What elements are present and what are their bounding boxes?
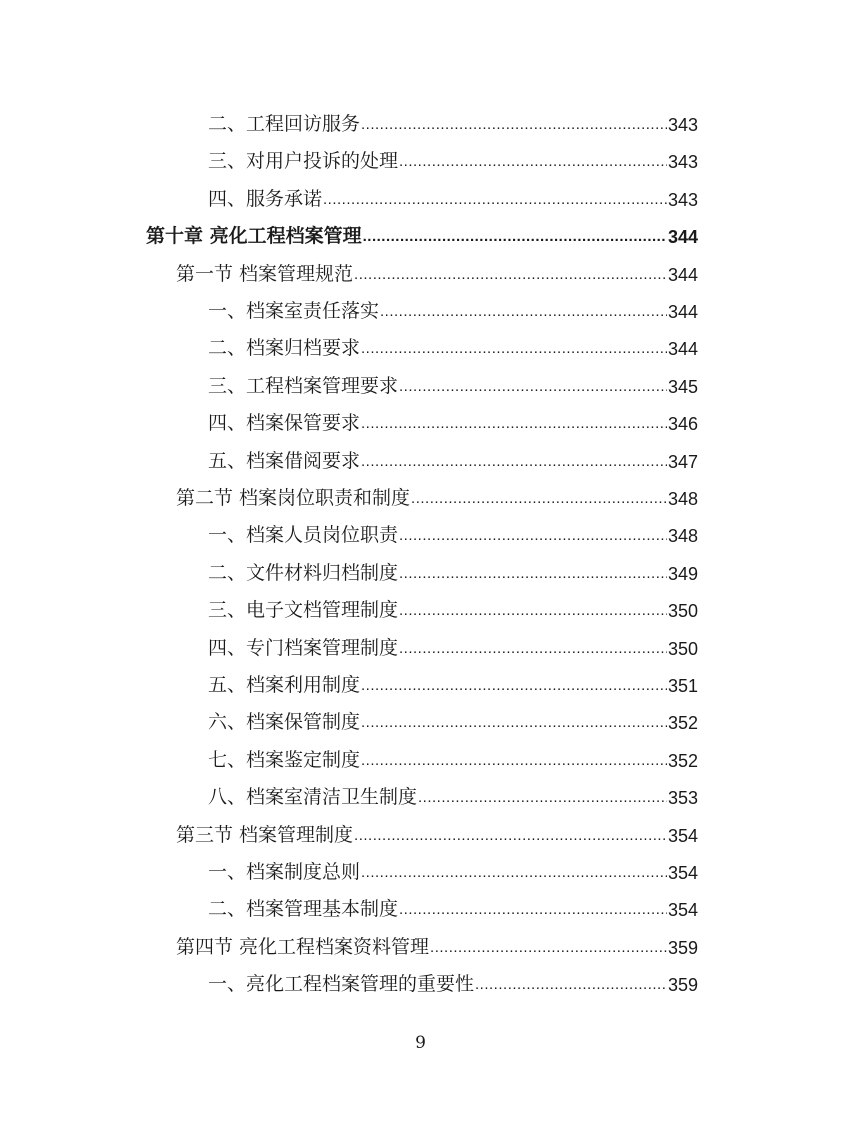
toc-entry-page: 353 xyxy=(667,788,698,809)
toc-leader-dots xyxy=(399,641,667,660)
toc-entry-label: 六、档案保管制度 xyxy=(208,711,361,734)
page-number: 9 xyxy=(415,1033,426,1053)
toc-entry-page: 354 xyxy=(667,825,698,846)
toc-entry-page: 344 xyxy=(667,227,698,248)
toc-entry-label: 二、文件材料归档制度 xyxy=(208,561,399,584)
toc-entry-label: 五、档案借阅要求 xyxy=(208,449,361,472)
toc-entry-page: 347 xyxy=(667,451,698,472)
toc-leader-dots xyxy=(399,566,667,585)
toc-leader-dots xyxy=(323,192,667,211)
toc-entry-label: 第三节 档案管理制度 xyxy=(176,823,354,846)
toc-entry-section[interactable] xyxy=(176,813,698,847)
toc-leader-dots xyxy=(475,977,667,996)
toc-entry-label: 第十章 亮化工程档案管理 xyxy=(146,225,362,248)
toc-leader-dots xyxy=(361,341,667,360)
toc-entry-label: 一、档案人员岗位职责 xyxy=(208,524,399,547)
toc-entry-page: 343 xyxy=(667,189,698,210)
toc-leader-dots xyxy=(363,229,667,248)
toc-leader-dots xyxy=(361,117,667,136)
toc-entry-section[interactable] xyxy=(176,252,698,286)
toc-leader-dots xyxy=(354,828,667,847)
toc-entry-item[interactable] xyxy=(208,738,698,772)
toc-entry-label: 一、档案室责任落实 xyxy=(208,300,380,322)
toc-entry-item[interactable] xyxy=(208,177,698,211)
toc-leader-dots xyxy=(361,865,667,884)
toc-entry-label: 第一节 档案管理规范 xyxy=(176,262,354,285)
toc-entry-item[interactable] xyxy=(208,326,698,360)
toc-entry-item[interactable] xyxy=(208,887,698,921)
toc-entry-label: 第二节 档案岗位职责和制度 xyxy=(176,487,411,509)
toc-entry-page: 348 xyxy=(667,489,698,509)
toc-entry-label: 七、档案鉴定制度 xyxy=(208,748,361,771)
toc-entry-item[interactable] xyxy=(208,513,698,547)
toc-entry-label: 二、档案归档要求 xyxy=(208,337,361,360)
toc-entry-label: 二、工程回访服务 xyxy=(208,113,361,135)
toc-entry-page: 350 xyxy=(667,601,698,622)
toc-entry-label: 四、档案保管要求 xyxy=(208,412,361,435)
toc-entry-page: 359 xyxy=(667,937,698,958)
toc-leader-dots xyxy=(361,416,667,435)
toc-entry-section[interactable] xyxy=(176,925,698,959)
toc-entry-label: 三、对用户投诉的处理 xyxy=(208,150,399,173)
toc-entry-item[interactable] xyxy=(208,364,698,398)
toc-entry-item[interactable] xyxy=(208,551,698,585)
toc-entry-item[interactable] xyxy=(208,588,698,622)
toc-leader-dots xyxy=(361,678,667,697)
toc-entry-page: 354 xyxy=(667,900,698,921)
toc-entry-page: 344 xyxy=(667,264,698,285)
toc-leader-dots xyxy=(399,379,667,398)
toc-leader-dots xyxy=(399,902,667,921)
toc-entry-item[interactable] xyxy=(208,289,698,323)
toc-entry-item[interactable] xyxy=(208,700,698,734)
toc-entry-label: 二、档案管理基本制度 xyxy=(208,898,399,921)
toc-leader-dots xyxy=(399,528,667,547)
toc-entry-page: 349 xyxy=(667,563,698,584)
toc-entry-item[interactable] xyxy=(208,775,698,809)
toc-entry-chapter[interactable] xyxy=(146,214,698,248)
toc-entry-item[interactable] xyxy=(208,102,698,136)
toc-entry-label: 五、档案利用制度 xyxy=(208,674,361,696)
toc-entry-page: 352 xyxy=(667,713,698,734)
toc-entry-page: 359 xyxy=(667,975,698,996)
toc-leader-dots xyxy=(380,304,667,323)
toc-entry-page: 344 xyxy=(667,339,698,360)
toc-entry-page: 343 xyxy=(667,115,698,135)
toc-entry-label: 四、专门档案管理制度 xyxy=(208,636,399,659)
toc-entry-label: 第四节 亮化工程档案资料管理 xyxy=(176,935,430,958)
toc-entry-section[interactable] xyxy=(176,476,698,510)
toc-entry-label: 四、服务承诺 xyxy=(208,187,323,210)
toc-entry-page: 351 xyxy=(667,676,698,696)
toc-entry-label: 一、亮化工程档案管理的重要性 xyxy=(208,973,475,996)
toc-entry-page: 344 xyxy=(667,302,698,322)
toc-entry-page: 345 xyxy=(667,376,698,397)
toc-leader-dots xyxy=(399,154,667,173)
toc-leader-dots xyxy=(361,454,667,473)
toc-leader-dots xyxy=(361,753,667,772)
toc-entry-item[interactable] xyxy=(208,401,698,435)
toc-leader-dots xyxy=(354,267,667,286)
toc-entry-page: 352 xyxy=(667,750,698,771)
toc-entry-page: 343 xyxy=(667,152,698,173)
toc-entry-page: 346 xyxy=(667,414,698,435)
toc-entry-page: 348 xyxy=(667,526,698,547)
toc-entry-page: 350 xyxy=(667,638,698,659)
toc-leader-dots xyxy=(418,790,667,809)
toc-leader-dots xyxy=(411,491,667,510)
toc-entry-label: 三、工程档案管理要求 xyxy=(208,374,399,397)
toc-entry-item[interactable] xyxy=(208,439,698,473)
toc-leader-dots xyxy=(399,603,667,622)
toc-entry-item[interactable] xyxy=(208,139,698,173)
toc-leader-dots xyxy=(430,940,667,959)
toc-entry-label: 八、档案室清洁卫生制度 xyxy=(208,786,418,809)
toc-entry-label: 三、电子文档管理制度 xyxy=(208,599,399,622)
toc-entry-item[interactable] xyxy=(208,626,698,660)
toc-entry-item[interactable] xyxy=(208,663,698,697)
toc-entry-page: 354 xyxy=(667,863,698,883)
toc-entry-item[interactable] xyxy=(208,850,698,884)
toc-leader-dots xyxy=(361,715,667,734)
toc-entry-item[interactable] xyxy=(208,962,698,996)
toc-entry-label: 一、档案制度总则 xyxy=(208,861,361,883)
